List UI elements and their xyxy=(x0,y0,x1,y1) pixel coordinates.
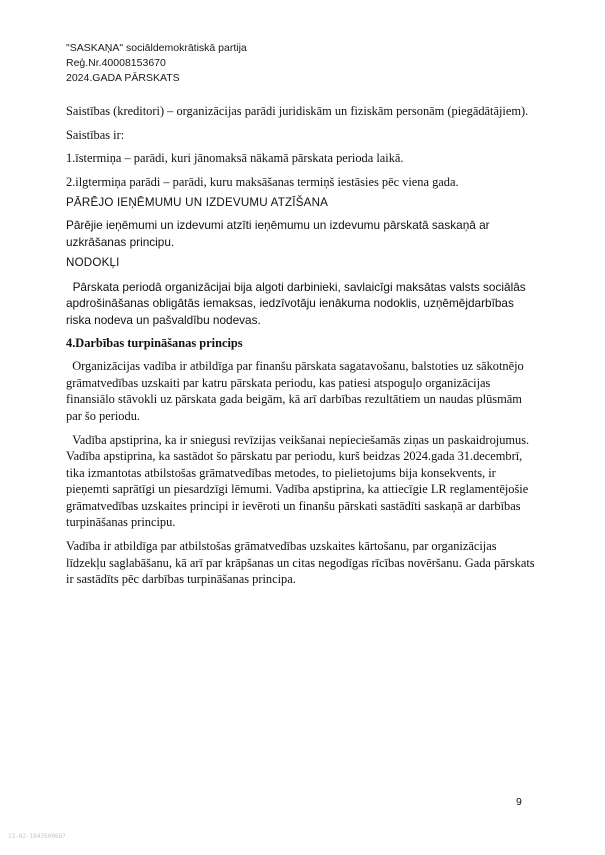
document-body xyxy=(66,103,536,588)
paragraph-liabilities-definition: Saistības (kreditori) – organizācijas parādi juridiskām un fiziskām personām (piegādātājiem). xyxy=(66,104,529,118)
registration-number: Reģ.Nr.40008153670 xyxy=(66,57,166,69)
footer-code: 13-02-1043509687 xyxy=(8,833,66,840)
party-name: "SASKAŅA" sociāldemokrātiskā partija xyxy=(66,42,247,54)
paragraph-management-confirmation: Vadība apstiprina, ka ir sniegusi revīzijas veikšanai nepieciešamās ziņas un paskaidrojumus. Vadība apstiprina, ka sastādot šo pārskatu par periodu, kurš beidzas 2024.gada 31.decembrī, tika izmantotas atbilstošas grāmatvedības metodes, to pielietojums bija konsekvents, ir pieņemti saprātīgi un piesardzīgi lēmumi. Vadība apstiprina, ka attiecīgie LR reglamentējošie grāmatvedības uzskaites principi ir ievēroti un finanšu pārskati sastādīti saskaņā ar darbības turpināšanas principu. xyxy=(66,432,533,530)
heading-going-concern: 4.Darbības turpināšanas princips xyxy=(66,335,243,350)
paragraph-short-term: 1.īstermiņa – parādi, kuri jānomaksā nākamā pārskata perioda laikā. xyxy=(66,151,404,166)
paragraph-management-accounting: Vadība ir atbildīga par atbilstošas grāmatvedības uzskaites kārtošanu, par organizācijas līdzekļu saglabāšanu, kā arī par krāpšanas un citas negodīgas rīcības novēršanu. Gada pārskats ir sastādīts pēc darbības turpināšanas principa. xyxy=(66,539,535,587)
paragraph-management-responsibility: Organizācijas vadība ir atbildīga par finanšu pārskata sagatavošanu, balstoties uz sākotnējo grāmatvedības uzskaiti par katru pārskata periodu, kas patiesi atspoguļo organizācijas finansiālo stāvokli uz pārskata gada beigām, kā arī darbības rezultātiem un naudas plūsmām par šo periodu. xyxy=(66,359,527,423)
heading-other-income: PĀRĒJO IEŅĒMUMU UN IZDEVUMU ATZĪŠANA xyxy=(66,196,329,210)
paragraph-long-term: 2.ilgtermiņa parādi – parādi, kuru maksāšanas termiņš iestāsies pēc viena gada. xyxy=(66,174,459,189)
paragraph-liabilities-are: Saistības ir: xyxy=(66,127,125,142)
heading-taxes: NODOKĻI xyxy=(66,256,120,270)
page-number: 9 xyxy=(516,796,522,808)
paragraph-taxes: Pārskata periodā organizācijai bija algoti darbinieki, savlaicīgi maksātas valsts sociālās apdrošināšanas obligātās iemaksas, iedzīvotāju ienākuma nodoklis, uzņēmējdarbības riska nodeva un pašvaldību nodevas. xyxy=(66,279,529,327)
document-header xyxy=(66,41,247,86)
report-title: 2024.GADA PĀRSKATS xyxy=(66,72,180,84)
paragraph-other-income: Pārējie ieņēmumi un izdevumi atzīti ieņēmumu un izdevumu pārskatā saskaņā ar uzkrāšanas principu. xyxy=(66,217,490,249)
